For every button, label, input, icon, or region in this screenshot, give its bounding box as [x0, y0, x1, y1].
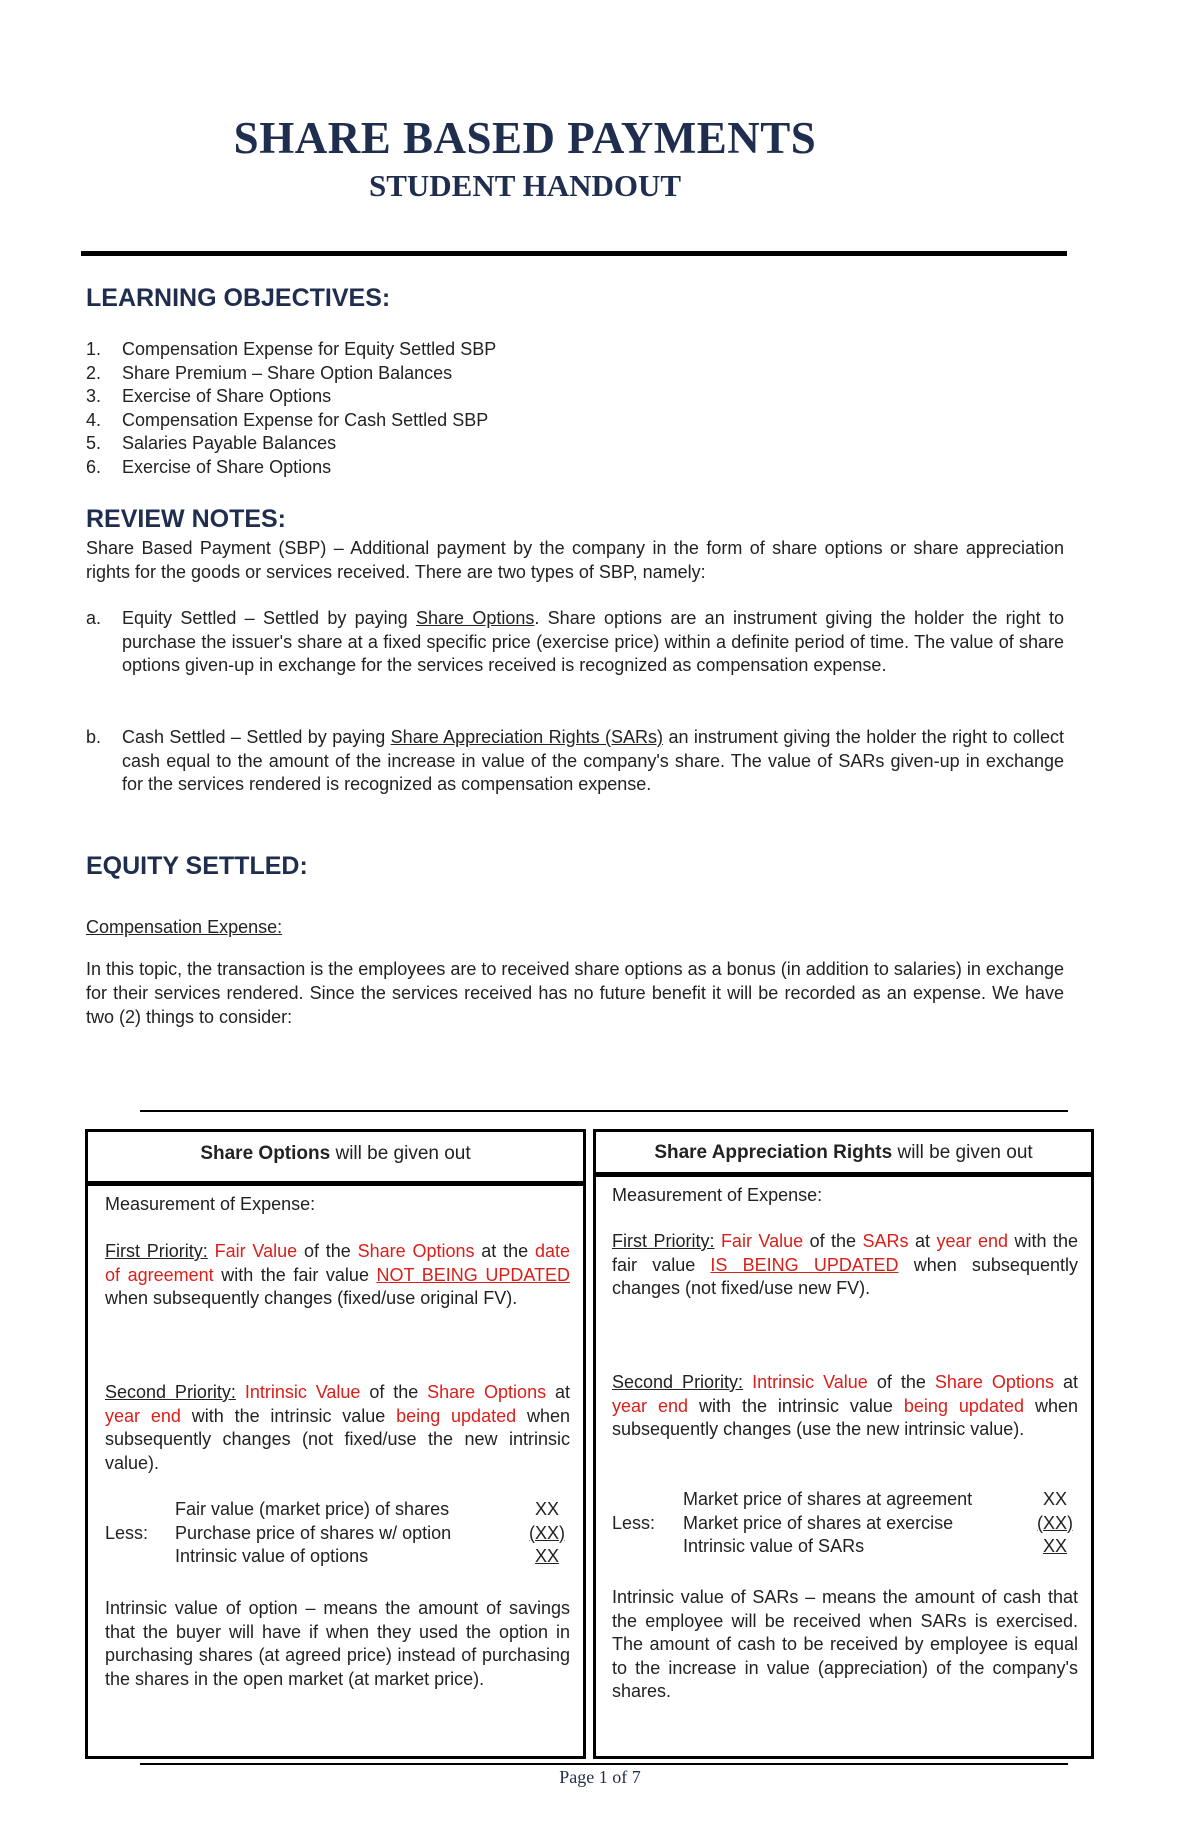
review-notes-intro: Share Based Payment (SBP) – Additional payment by the company in the form of share options or share appreciation rights for the goods or services received. There are two types of SBP, namely: — [86, 538, 1064, 582]
section-divider — [140, 1110, 1068, 1112]
objective-item: 1. Compensation Expense for Equity Settled SBP — [86, 339, 497, 359]
objective-item: 6. Exercise of Share Options — [86, 456, 332, 477]
equity-settled-heading: EQUITY SETTLED: — [86, 852, 308, 880]
left-first-priority: First Priority: Fair Value of the Share Options at the date of agreement with the fair value NOT BEING UPDATED when subsequently changes (fixed/use original FV). — [105, 1241, 571, 1308]
share-options-header: Share Options will be given out — [200, 1143, 471, 1164]
objective-item: 4. Compensation Expense for Cash Settled SBP — [86, 409, 489, 430]
page-number: Page 1 of 7 — [559, 1767, 641, 1787]
right-measurement-label: Measurement of Expense: — [612, 1185, 823, 1205]
header-divider — [81, 251, 1067, 256]
learning-objectives-heading: LEARNING OBJECTIVES: — [86, 284, 391, 312]
left-second-priority: Second Priority: Intrinsic Value of the Share Options at year end with the intrinsic value being updated when subsequently changes (not fixed/use the new intrinsic value). — [105, 1382, 570, 1473]
compensation-expense-subheading: Compensation Expense: — [86, 917, 283, 937]
right-intrinsic-definition: Intrinsic value of SARs – means the amount of cash that the employee will be received when SARs is exercised. The amount of cash to be received by employee is equal to the increase in value (appreciation) of the company's shares. — [612, 1587, 1078, 1701]
sars-term: Share Appreciation Rights (SARs) — [390, 727, 664, 747]
review-item-cash-settled: b. Cash Settled – Settled by paying Share Appreciation Rights (SARs) an instrument giving the holder the right to collect cash equal to the amount of the increase in value of the company's share. The value of SARs given-up in exchange for the services rendered is recognized as compensation expense. — [86, 727, 1065, 795]
equity-settled-paragraph: In this topic, the transaction is the employees are to received share options as a bonus (in addition to salaries) in exchange for their services rendered. Since the services received has no future benefit it will be recorded as an expense. We have two (2) things to consider: — [86, 959, 1064, 1027]
left-intrinsic-definition: Intrinsic value of option – means the amount of savings that the buyer will have if when they used the option in purchasing shares (at agreed price) instead of purchasing the shares in the open market (at market price). — [105, 1598, 570, 1689]
right-intrinsic-formula: Market price of shares at agreement XX Less: Market price of shares at exercise (XX) Intrinsic value of SARs XX — [612, 1489, 1073, 1556]
right-first-priority: First Priority: Fair Value of the SARs at year end with the fair value IS BEING UPDATED when subsequently changes (not fixed/use new FV). — [612, 1231, 1078, 1298]
left-intrinsic-formula: Fair value (market price) of shares XX Less: Purchase price of shares w/ option (XX) Intrinsic value of options XX — [105, 1499, 565, 1566]
learning-objectives-list — [86, 338, 496, 479]
document-subtitle: STUDENT HANDOUT — [368, 168, 682, 203]
right-second-priority: Second Priority: Intrinsic Value of the Share Options at year end with the intrinsic value being updated when subsequently changes (use the new intrinsic value). — [612, 1372, 1078, 1439]
document-title: SHARE BASED PAYMENTS — [233, 113, 817, 163]
objective-item: 3. Exercise of Share Options — [86, 386, 332, 406]
review-notes-heading: REVIEW NOTES: — [86, 505, 287, 533]
left-measurement-label: Measurement of Expense: — [105, 1194, 316, 1214]
objective-item: 2. Share Premium – Share Option Balances — [86, 362, 453, 383]
review-item-equity-settled: a. Equity Settled – Settled by paying Share Options. Share options are an instrument giving the holder the right to purchase the issuer's share at a fixed specific price (exercise price) within a definite period of time. The value of share options given-up in exchange for the services received is recognized as compensation expense. — [86, 608, 1064, 676]
footer-divider — [140, 1763, 1068, 1765]
objective-item: 5. Salaries Payable Balances — [86, 433, 337, 453]
share-options-term: Share Options — [416, 608, 535, 628]
sars-header: Share Appreciation Rights will be given out — [654, 1142, 1033, 1163]
